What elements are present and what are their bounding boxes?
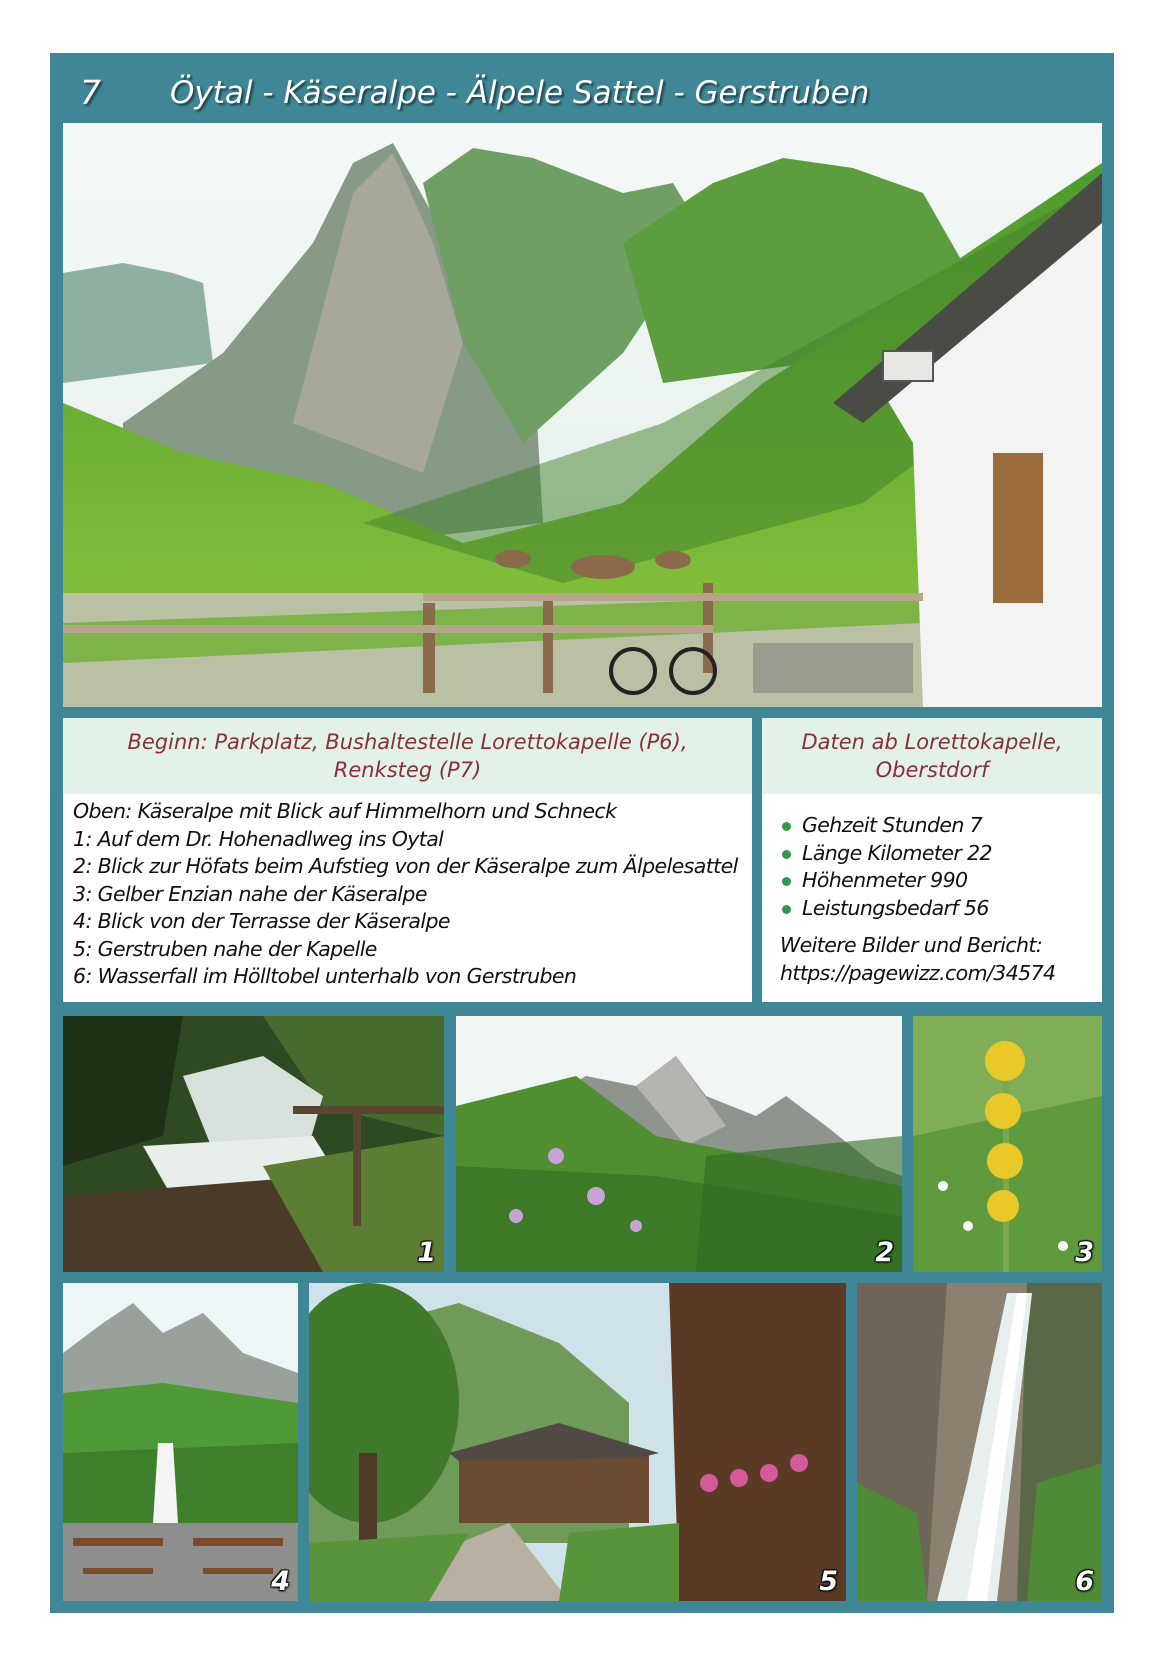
- caption-line: 5: Gerstruben nahe der Kapelle: [73, 936, 377, 961]
- caption-line: 2: Blick zur Höfats beim Aufstieg von der Käseralpe zum Älpelesattel: [73, 854, 738, 878]
- photo-2: [456, 1016, 902, 1272]
- photo-number: 2: [875, 1237, 894, 1268]
- photo-number: 1: [417, 1237, 436, 1268]
- start-heading: [63, 718, 752, 794]
- photo-captions: [73, 798, 746, 991]
- caption-line: Oben: Käseralpe mit Blick auf Himmelhorn und Schneck: [73, 799, 617, 823]
- caption-line: 6: Wasserfall im Hölltobel unterhalb von Gerstruben: [73, 964, 577, 988]
- photo-number: 4: [271, 1566, 290, 1597]
- more-url[interactable]: https://pagewizz.com/34574: [780, 960, 1056, 985]
- data-heading-line2: Oberstdorf: [875, 758, 989, 782]
- data-heading-line1: Daten ab Lorettokapelle,: [801, 730, 1063, 754]
- tour-facts: [780, 812, 1096, 987]
- caption-line: 3: Gelber Enzian nahe der Käseralpe: [73, 881, 427, 906]
- photo-1: [63, 1016, 444, 1272]
- photo-number: 6: [1075, 1566, 1094, 1597]
- fact-performance: Leistungsbedarf 56: [780, 895, 1096, 923]
- photo-3: [913, 1016, 1102, 1272]
- more-label: Weitere Bilder und Bericht:: [780, 933, 1043, 957]
- data-panel: [762, 718, 1102, 1002]
- start-heading-line2: Renksteg (P7): [333, 758, 482, 782]
- tour-number: 7: [80, 73, 101, 112]
- photo-number: 5: [819, 1566, 838, 1597]
- start-heading-line1: Beginn: Parkplatz, Bushaltestelle Lorettokapelle (P6),: [127, 730, 688, 754]
- fact-length: Länge Kilometer 22: [780, 840, 1096, 868]
- tour-title: Öytal - Käseralpe - Älpele Sattel - Gerstruben: [170, 75, 870, 111]
- photo-number: 3: [1075, 1237, 1094, 1268]
- photo-4: [63, 1283, 298, 1601]
- caption-line: 4: Blick von der Terrasse der Käseralpe: [73, 909, 450, 933]
- main-photo: [63, 123, 1102, 707]
- photo-5: [309, 1283, 846, 1601]
- fact-duration: Gehzeit Stunden 7: [780, 812, 1096, 840]
- facts-list: [780, 812, 1096, 922]
- fact-elevation: Höhenmeter 990: [780, 867, 1096, 895]
- caption-line: 1: Auf dem Dr. Hohenadlweg ins Oytal: [73, 826, 444, 851]
- start-info-panel: [63, 718, 752, 1002]
- photo-6: [857, 1283, 1102, 1601]
- data-heading: [762, 718, 1102, 794]
